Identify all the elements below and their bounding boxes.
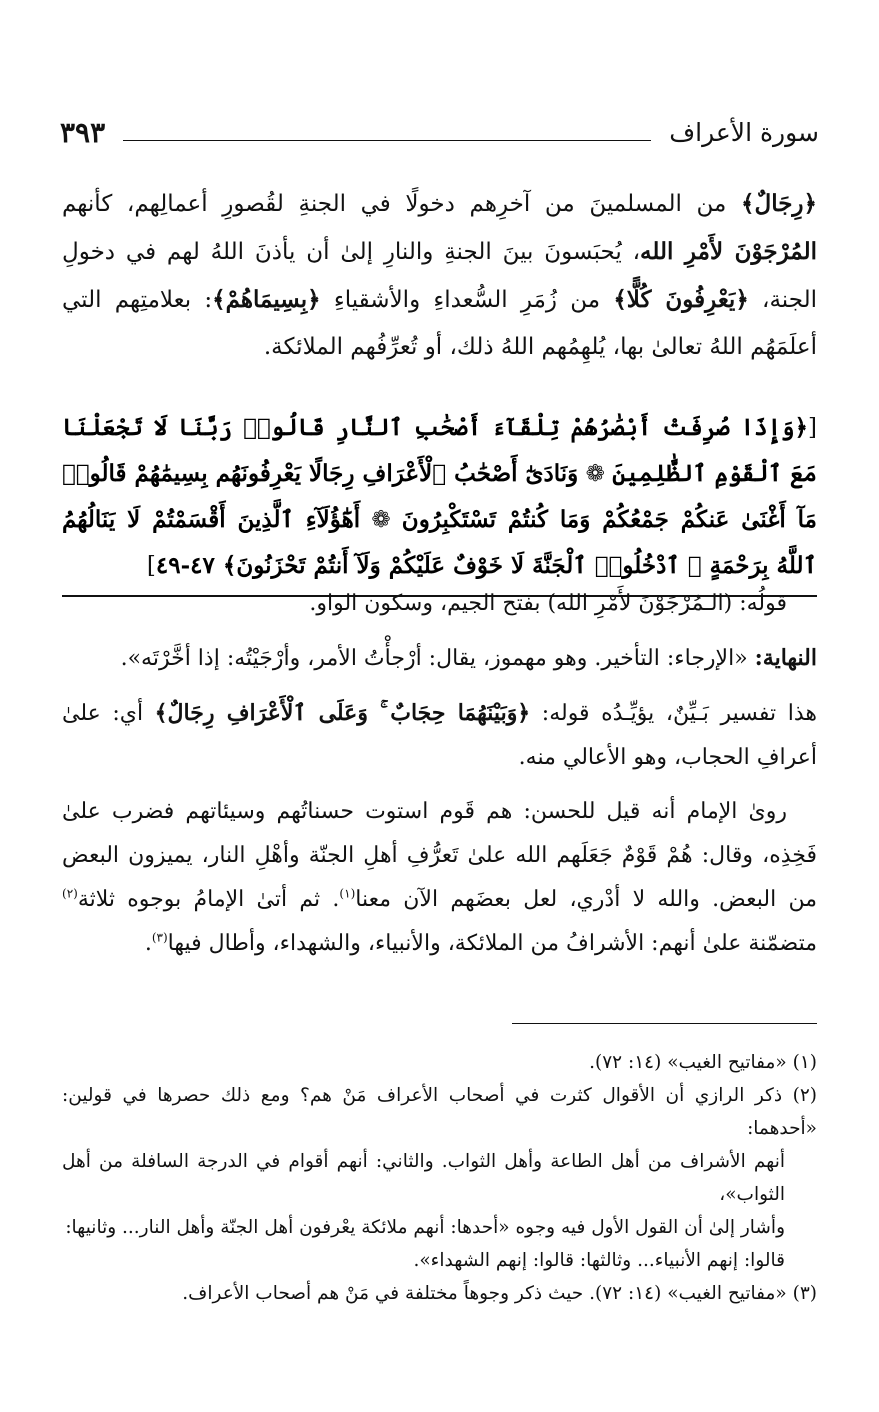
commentary-text: من المسلمينَ من آخرِهم دخولًا في الجنةِ لقُصورِ أعمالِهم، كأنهم bbox=[62, 191, 741, 217]
verse-49: أَهَٰٓؤُلَآءِ ٱلَّذِينَ أَقْسَمْتُمْ لَا يَنَالُهُمُ ٱللَّهُ بِرَحْمَةٍ ۚ ٱدْخُلُوا۟ ٱلْجَنَّةَ لَا خَوْفٌ عَلَيْكُمْ وَلَآ أَنتُمْ تَحْزَنُونَ﴾ bbox=[62, 506, 817, 579]
footnote-2-line: قالوا: إنهم الأنبياء... وثالثها: قالوا: إنهم الشهداء». bbox=[413, 1250, 785, 1271]
note-text: أي: علىٰ أعرافِ الحجاب، وهو الأعالي منه. bbox=[62, 701, 817, 770]
footnote-separator bbox=[512, 1023, 817, 1024]
footnote-ref-1[interactable]: (١) bbox=[339, 886, 356, 901]
header-rule bbox=[123, 140, 651, 141]
quran-quote: ﴿يَعْرِفُونَ كُلًّا﴾ bbox=[613, 286, 749, 313]
verse-separator-icon: ❁ bbox=[360, 507, 402, 533]
footnote-2-line: أنهم الأشراف من أهل الطاعة وأهل الثواب. والثاني: أنهم أقوام في الدرجة السافلة من أهل الثواب»، bbox=[62, 1151, 785, 1205]
note-text: رویٰ الإمام أنه قيل للحسن: هم قَوم استوت حسناتُهم وسيئاتهم فضرب علىٰ فَخِذِه، وقال: هُمْ قَوْمٌ جَعَلَهم الله علىٰ تَعرُّفِ أهلِ الجنّة وأهْلِ النار، يميزون البعض من البعض. والله لا أدْري، لعل بعضَهم الآن معنا bbox=[62, 799, 817, 912]
note-paragraph bbox=[62, 582, 817, 626]
page-number: ٣٩٣ bbox=[60, 115, 106, 149]
note-text: هذا تفسير بَـيِّنٌ، يؤيِّـدُه قوله: bbox=[530, 701, 817, 726]
verse-separator-icon: ❁ bbox=[578, 461, 613, 487]
note-paragraph bbox=[62, 691, 817, 780]
note-paragraph bbox=[62, 636, 817, 681]
quran-verses-block bbox=[62, 405, 817, 597]
footnote-2: (٢) ذكر الرازي أن الأقوال كثرت في أصحاب الأعراف مَنْ هم؟ ومع ذلك حصرها في قولين: «أحدهما: bbox=[62, 1085, 817, 1139]
commentary-paragraph bbox=[62, 180, 817, 371]
surah-title: سورة الأعراف bbox=[669, 117, 819, 147]
quran-quote: ﴿بِسِيمَاهُمْ﴾ bbox=[212, 286, 321, 313]
verse-47: ﴿وَإِذَا صُرِفَتْ أَبْصَٰرُهُمْ تِلْقَآءَ أَصْحَٰبِ ٱلنَّارِ قَالُوا۟ رَبَّنَا لَا تَجْعَلْنَا مَعَ ٱلْقَوْمِ ٱلظَّٰلِمِينَ bbox=[62, 414, 817, 487]
commentary-text: ، يُحبَسونَ بينَ الجنةِ والنارِ إلىٰ أن يأذنَ اللهُ لهم في دخولِ الجنة، bbox=[62, 239, 817, 313]
verse-range: ٤٧-٤٩ bbox=[155, 552, 223, 579]
note-text: متضمّنة علىٰ أنهم: الأشرافُ من الملائكة، والأنبياء، والشهداء، وأطال فيها bbox=[167, 931, 817, 956]
note-paragraph bbox=[62, 790, 817, 966]
note-text: . bbox=[144, 931, 152, 956]
footnote-ref-3[interactable]: (٣) bbox=[151, 930, 168, 945]
quran-quote: المُرْجَوْنَ لأَمْرِ الله bbox=[640, 238, 817, 265]
footnote-2-line: وأشار إلىٰ أن القول الأول فيه وجوه «أحدها: أنهم ملائكة يعْرفون أهل الجنّة وأهل النار... وثانيها: bbox=[65, 1217, 785, 1238]
note-term: النهاية: bbox=[754, 645, 817, 671]
note-text: قولُه: (الـمُرْجَوْنَ لأَمْرِ الله) بفتح الجيم، وسكون الواو. bbox=[309, 591, 787, 616]
commentary-text: : بعلامتِهم التي أعلَمَهُم اللهُ تعالىٰ بها، يُلهِمُهم اللهُ ذلك، أو تُعرِّفُهم الملائكة. bbox=[62, 287, 817, 360]
note-text: . ثم أتىٰ الإمامُ بوجوه ثلاثة bbox=[77, 887, 340, 912]
quran-quote: ﴿وَبَيْنَهُمَا حِجَابٌ ۚ وَعَلَى ٱلْأَعْرَافِ رِجَالٌ﴾ bbox=[154, 700, 531, 726]
footnote-3: (٣) «مفاتيح الغيب» (١٤: ٧٢). حيث ذكر وجوهاً مختلفة في مَنْ هم أصحاب الأعراف. bbox=[182, 1283, 817, 1304]
verses-close-bracket: ] bbox=[146, 553, 156, 579]
footnotes-section bbox=[62, 1046, 817, 1310]
notes-section bbox=[62, 582, 817, 976]
footnote-1: (١) «مفاتيح الغيب» (١٤: ٧٢). bbox=[589, 1052, 817, 1073]
commentary-text: من زُمَرِ السُّعداءِ والأشقياءِ bbox=[320, 287, 614, 313]
verses-open-bracket: [ bbox=[808, 415, 817, 441]
quran-quote: ﴿رِجَالٌ﴾ bbox=[741, 190, 817, 217]
running-header bbox=[60, 112, 819, 152]
note-text: «الإرجاء: التأخير. وهو مهموز، يقال: أرْجأْتُ الأمر، وأرْجَيْتُه: إذا أخَّرْتَه». bbox=[120, 646, 755, 671]
footnote-ref-2[interactable]: (٢) bbox=[62, 886, 78, 901]
verse-48: وَنَادَىٰٓ أَصْحَٰبُ ٱلْأَعْرَافِ رِجَالًا يَعْرِفُونَهُم بِسِيمَٰهُمْ قَالُوا۟ مَآ أَغْنَىٰ عَنكُمْ جَمْعُكُمْ وَمَا كُنتُمْ تَسْتَكْبِرُونَ bbox=[62, 460, 817, 533]
